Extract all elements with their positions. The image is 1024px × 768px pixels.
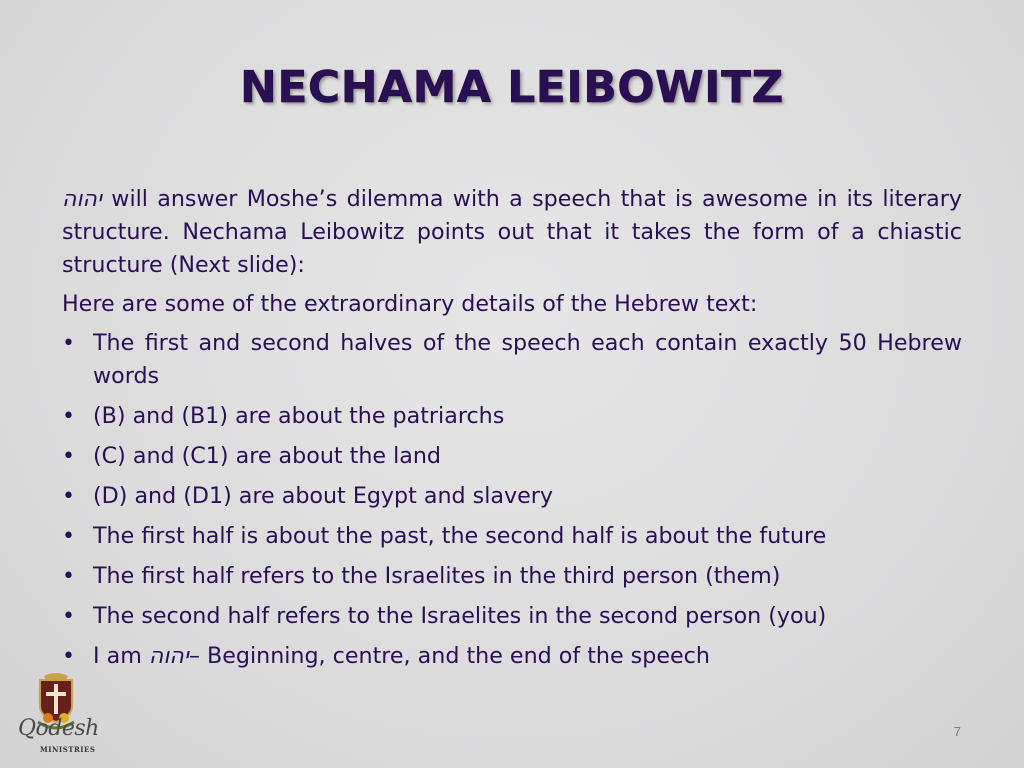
list-item: • The first and second halves of the speech each contain exactly 50 Hebrew words [62, 327, 962, 393]
list-item: • The first half is about the past, the second half is about the future [62, 520, 962, 553]
list-item: • (C) and (C1) are about the land [62, 440, 962, 473]
intro-paragraph [62, 183, 962, 282]
list-item: • The first half refers to the Israelites in the third person (them) [62, 560, 962, 593]
logo-sub-text: MINISTRIES [40, 745, 96, 754]
lead-paragraph: Here are some of the extraordinary details of the Hebrew text: [62, 291, 758, 317]
intro-text: will answer Moshe’s dilemma with a speech that is awesome in its literary structure. Nechama Leibowitz points out that it takes the form of a chiastic structure (Next slide): [62, 186, 962, 278]
last-suffix: – Beginning, centre, and the end of the speech [188, 643, 710, 669]
page-number: 7 [953, 724, 961, 739]
list-item-last [62, 640, 962, 673]
last-prefix: I am [93, 643, 149, 669]
bullet-list [62, 327, 962, 673]
logo-script-text: Qodesh [18, 716, 99, 741]
hebrew-name: יהוה [62, 186, 102, 212]
list-item: • (B) and (B1) are about the patriarchs [62, 400, 962, 433]
hebrew-name: יהוה [148, 643, 189, 669]
slide-body [62, 183, 962, 680]
slide-title: NECHAMA LEIBOWITZ [240, 62, 784, 113]
list-item: • (D) and (D1) are about Egypt and slavery [62, 480, 962, 513]
list-item: • The second half refers to the Israelites in the second person (you) [62, 600, 962, 633]
